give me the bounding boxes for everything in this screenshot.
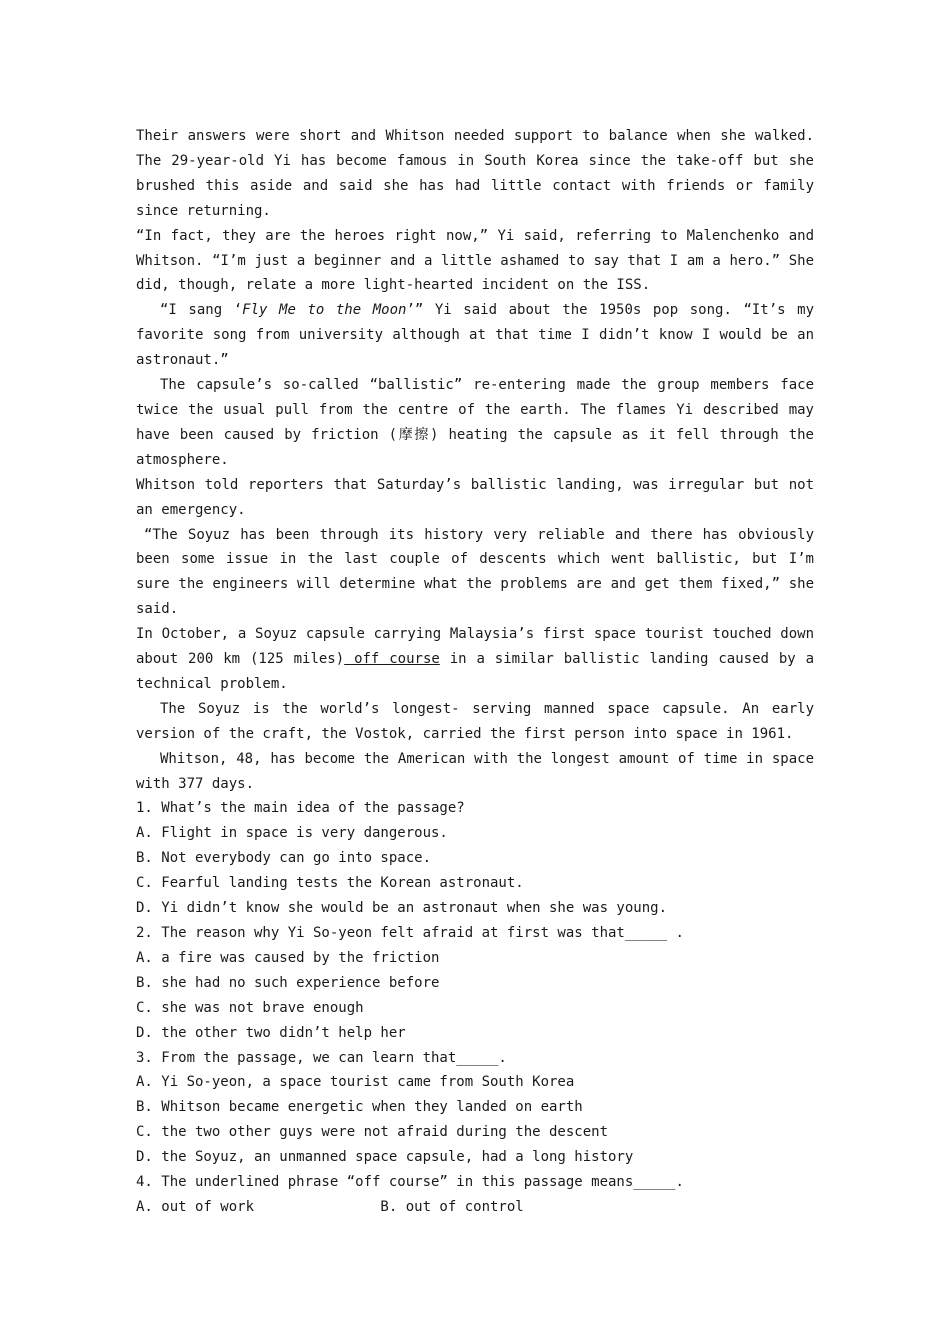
paragraph-3-end: ’” Yi said about the 1950s pop song. “It’s my favorite song from university although at that time I didn’t know I would be an astronaut.” — [136, 302, 815, 369]
question-1-stem: 1. What’s the main idea of the passage? — [136, 800, 465, 817]
paragraph-5: Whitson told reporters that Saturday’s ballistic landing, was irregular but not an emergency. — [136, 476, 814, 518]
question-1-option-d: D. Yi didn’t know she would be an astronaut when she was young. — [136, 900, 668, 917]
question-1-option-b: B. Not everybody can go into space. — [136, 850, 432, 867]
question-4-stem: 4. The underlined phrase “off course” in this passage means_____. — [136, 1174, 684, 1191]
paragraph-3-start: “I sang ‘ — [160, 302, 243, 319]
question-1-option-c: C. Fearful landing tests the Korean astronaut. — [136, 875, 524, 892]
paragraph-7-start: In October, a Soyuz capsule carrying Malaysia’s first space tourist touched down about 200 km (125 miles) — [136, 626, 814, 668]
paragraph-3 — [136, 298, 814, 373]
document-page — [136, 124, 814, 1220]
question-2-option-a: A. a fire was caused by the friction — [136, 949, 440, 966]
question-2-option-d: D. the other two didn’t help her — [136, 1024, 406, 1041]
paragraph-7 — [136, 622, 814, 697]
paragraph-4: The capsule’s so-called “ballistic” re-entering made the group members face twice the usual pull from the centre of the earth. The flames Yi described may have been caused by friction (摩擦) heating the capsule as it fell through the atmosphere. — [136, 377, 814, 468]
question-3-option-b: B. Whitson became energetic when they landed on earth — [136, 1099, 583, 1116]
question-3-stem: 3. From the passage, we can learn that_____. — [136, 1049, 507, 1066]
question-2-option-c: C. she was not brave enough — [136, 999, 364, 1016]
question-4-options-ab: A. out of work B. out of control — [136, 1198, 524, 1215]
paragraph-9: Whitson, 48, has become the American with the longest amount of time in space with 377 days. — [136, 750, 814, 792]
question-2-option-b: B. she had no such experience before — [136, 974, 440, 991]
paragraph-6: “The Soyuz has been through its history very reliable and there has obviously been some issue in the last couple of descents which went ballistic, but I’m sure the engineers will determine what the problems are and get them fixed,” she said. — [136, 526, 814, 618]
question-3-option-a: A. Yi So-yeon, a space tourist came from South Korea — [136, 1074, 575, 1091]
question-3-option-d: D. the Soyuz, an unmanned space capsule, had a long history — [136, 1149, 634, 1166]
paragraph-1: Their answers were short and Whitson needed support to balance when she walked. The 29-year-old Yi has become famous in South Korea since the take-off but she brushed this aside and said she has had little contact with friends or family since returning. — [136, 128, 814, 219]
song-title: Fly Me to the Moon — [242, 302, 407, 319]
paragraph-2: “In fact, they are the heroes right now,” Yi said, referring to Malenchenko and Whitson. “I’m just a beginner and a little ashamed to say that I am a hero.” She did, though, relate a more light-hearted incident on the ISS. — [136, 227, 814, 294]
underlined-phrase: off course — [344, 651, 440, 668]
question-1-option-a: A. Flight in space is very dangerous. — [136, 825, 448, 842]
question-3-option-c: C. the two other guys were not afraid during the descent — [136, 1124, 609, 1141]
paragraph-8: The Soyuz is the world’s longest- serving manned space capsule. An early version of the craft, the Vostok, carried the first person into space in 1961. — [136, 700, 814, 742]
question-2-stem: 2. The reason why Yi So-yeon felt afraid at first was that_____ . — [136, 925, 684, 941]
paragraph-7-end: in a similar ballistic landing caused by a technical problem. — [136, 651, 815, 692]
